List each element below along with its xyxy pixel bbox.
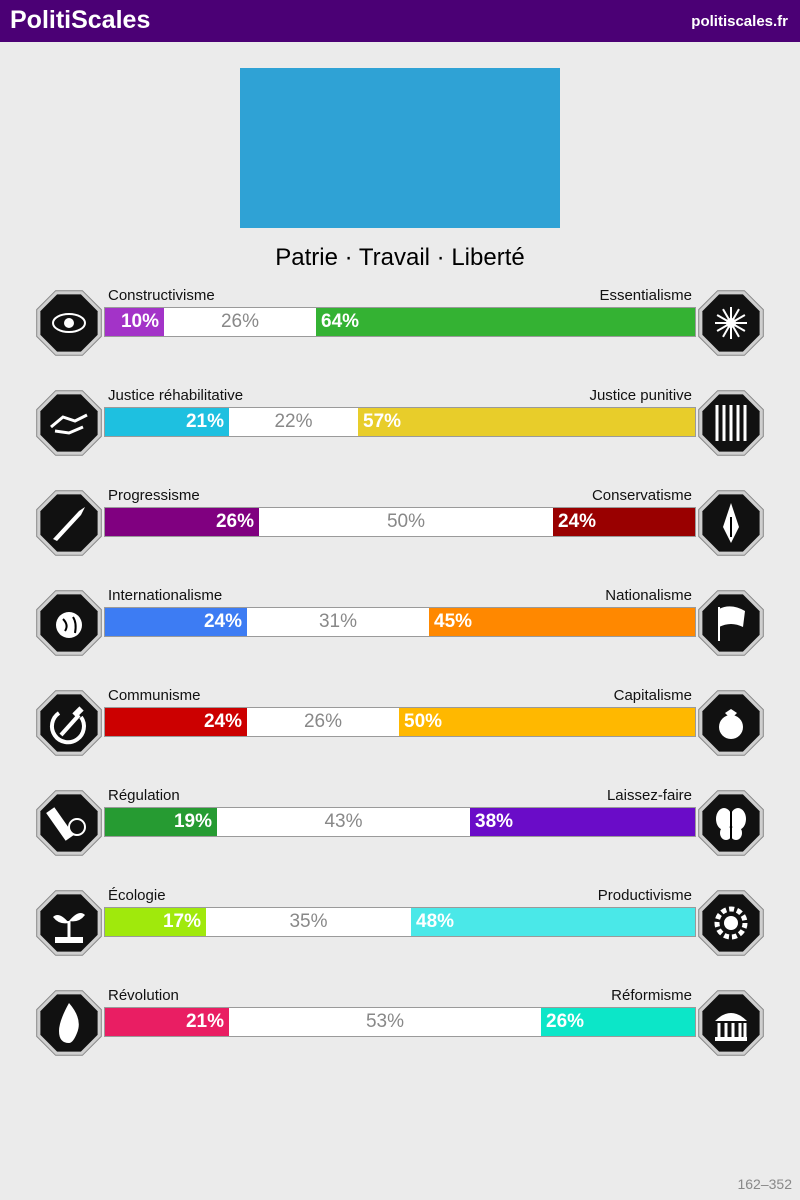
axis-left-value: 21% (105, 408, 229, 436)
axis-left-value: 24% (105, 708, 247, 736)
axis-neutral-value: 50% (386, 511, 426, 532)
axis-right-value: 26% (541, 1008, 695, 1036)
axis-left-value: 24% (105, 608, 247, 636)
axis-left-value: 10% (105, 308, 164, 336)
hammer-sickle-icon (33, 687, 105, 759)
axis-bar (104, 607, 696, 637)
sprout-icon (33, 887, 105, 959)
axis-bar (104, 807, 696, 837)
butterfly-icon (695, 787, 767, 859)
axis-neutral-value: 31% (318, 611, 358, 632)
axis-right-label: Réformisme (611, 987, 692, 1004)
axis-bar (104, 407, 696, 437)
axis-left-label: Révolution (108, 987, 179, 1004)
rocket-icon (33, 487, 105, 559)
result-code: 162–352 (737, 1176, 792, 1192)
axis-right-value: 50% (399, 708, 695, 736)
globe-icon (33, 587, 105, 659)
flower-icon (695, 287, 767, 359)
axis-right-value: 24% (553, 508, 695, 536)
axis-right-label: Nationalisme (605, 587, 692, 604)
axis-neutral-value: 22% (274, 411, 313, 432)
axis-bar (104, 1007, 696, 1037)
slogan: Patrie · Travail · Liberté (275, 244, 525, 271)
axis-bar (104, 307, 696, 337)
axis-bar (104, 507, 696, 537)
axis-row (0, 587, 800, 667)
flag-image (240, 68, 560, 228)
axis-bar (104, 707, 696, 737)
handshake-icon (33, 387, 105, 459)
money-bag-icon (695, 687, 767, 759)
axis-right-value: 64% (316, 308, 695, 336)
axis-row (0, 687, 800, 767)
axis-neutral-value: 35% (289, 911, 328, 932)
axis-neutral-value: 26% (220, 311, 260, 332)
ruler-icon (33, 787, 105, 859)
axis-neutral-value: 43% (324, 811, 363, 832)
axis-left-value: 21% (105, 1008, 229, 1036)
fountain-pen-icon (695, 487, 767, 559)
axis-left-value: 17% (105, 908, 206, 936)
axis-row (0, 287, 800, 367)
axis-left-label: Internationalisme (108, 587, 223, 604)
axis-right-label: Justice punitive (589, 387, 692, 404)
axis-left-value: 26% (105, 508, 259, 536)
site-link[interactable]: politiscales.fr (691, 13, 788, 30)
eye-icon (33, 287, 105, 359)
axis-right-value: 38% (470, 808, 695, 836)
axis-right-label: Conservatisme (591, 487, 692, 504)
axis-right-value: 48% (411, 908, 695, 936)
axis-left-label: Régulation (108, 787, 180, 804)
axis-row (0, 887, 800, 967)
axis-bar (104, 907, 696, 937)
axis-right-label: Laissez-faire (606, 787, 692, 804)
axis-neutral-value: 26% (303, 711, 343, 732)
axis-row (0, 387, 800, 467)
axis-left-label: Écologie (108, 887, 166, 904)
axis-right-label: Productivisme (597, 887, 692, 904)
axis-row (0, 987, 800, 1067)
flag-icon (695, 587, 767, 659)
top-bar (0, 0, 800, 42)
axis-left-label: Justice réhabilitative (108, 387, 244, 404)
axis-right-label: Essentialisme (599, 287, 692, 304)
fire-icon (33, 987, 105, 1059)
axis-right-label: Capitalisme (613, 687, 692, 704)
axis-right-value: 45% (429, 608, 695, 636)
app-title[interactable]: PolitiScales (10, 6, 151, 34)
parliament-icon (695, 987, 767, 1059)
prison-bars-icon (695, 387, 767, 459)
axis-left-label: Progressisme (108, 487, 200, 504)
axis-left-label: Communisme (108, 687, 201, 704)
axis-row (0, 787, 800, 867)
gear-icon (695, 887, 767, 959)
axis-left-value: 19% (105, 808, 217, 836)
axis-neutral-value: 53% (365, 1011, 405, 1032)
axis-right-value: 57% (358, 408, 695, 436)
axis-row (0, 487, 800, 567)
axis-left-label: Constructivisme (108, 287, 215, 304)
